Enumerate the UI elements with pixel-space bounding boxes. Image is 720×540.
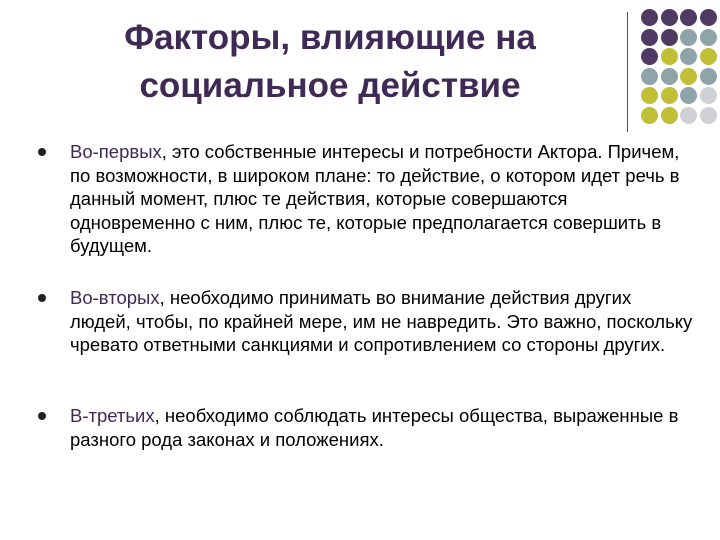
decorative-dot [661,9,678,26]
decorative-dot [641,68,658,85]
decorative-dot [641,9,658,26]
decorative-dot [700,107,717,124]
bullet-text [70,286,695,357]
bullet-text [70,404,695,451]
decorative-dot [680,68,697,85]
title-line-2: социальное действие [139,66,521,105]
bullet-lead: Во-первых [70,141,162,162]
decorative-dot [680,48,697,65]
decorative-dot [661,48,678,65]
bullet-dot-icon [38,412,46,420]
decorative-dot [700,48,717,65]
decorative-dot [661,29,678,46]
bullet-body: , необходимо принимать во внимание действия других людей, чтобы, по крайней мере, им не навредить. Это важно, поскольку чревато ответными санкциями и сопротивлением со стороны других. [70,287,693,355]
divider-line [627,12,628,132]
bullet-body: , это собственные интересы и потребности Актора. Причем, по возможности, в широком плане: то действие, о котором идет речь в данный момент, плюс те действия, которые совершаются одновременно с ним, плюс те, которые предполагается совершить в будущем. [70,141,680,256]
decorative-dot [661,87,678,104]
decorative-dot [641,87,658,104]
title-line-1: Факторы, влияющие на [124,18,536,57]
slide-title [60,14,600,110]
bullet-lead: В-третьих [70,405,155,426]
decorative-dot [641,48,658,65]
decorative-dot [661,68,678,85]
decorative-dot [641,29,658,46]
decorative-dot [700,29,717,46]
bullet-text [70,140,695,258]
bullet-lead: Во-вторых [70,287,160,308]
decorative-dot [680,29,697,46]
bullet-body: , необходимо соблюдать интересы общества, выраженные в разного рода законах и положениях. [70,405,679,450]
decorative-dot [700,87,717,104]
decorative-dot [661,107,678,124]
bullet-dot-icon [38,294,46,302]
decorative-dot [700,68,717,85]
decorative-dot [680,107,697,124]
decorative-dot [680,87,697,104]
decorative-dot [680,9,697,26]
bullet-dot-icon [38,148,46,156]
decorative-dot [641,107,658,124]
decorative-dot [700,9,717,26]
